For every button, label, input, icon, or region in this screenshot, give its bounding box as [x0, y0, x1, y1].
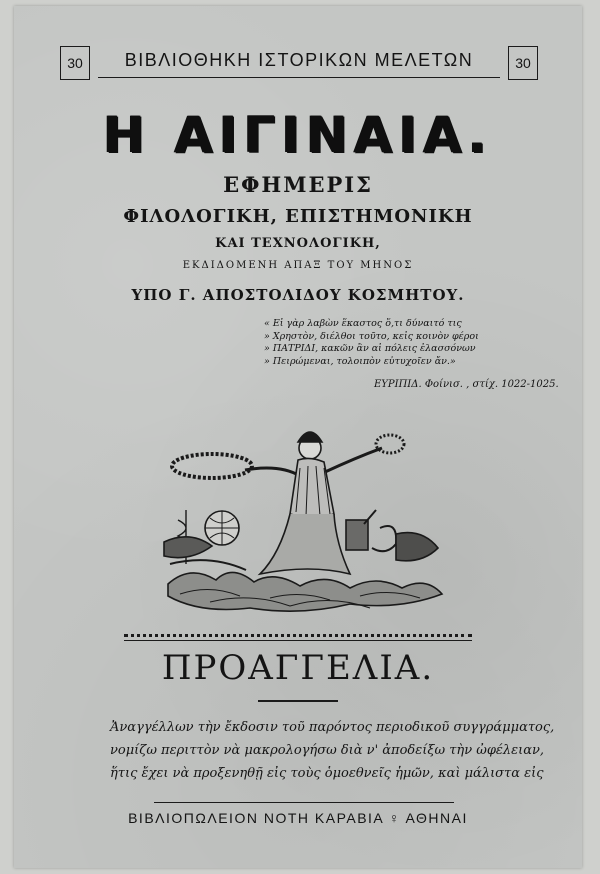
series-number-right: 30 — [508, 46, 538, 80]
epigraph-line: » ΠΑΤΡΙΔΙ, κακῶν ἂν αἱ πόλεις ἐλασσόνων — [264, 343, 476, 354]
description-line-1: ΦΙΛΟΛΟΓΙΚΗ, ΕΠΙΣΤΗΜΟΝΙΚΗ — [123, 206, 473, 227]
epigraph — [264, 318, 544, 368]
publisher-line: ΒΙΒΛΙΟΠΩΛΕΙΟΝ ΝΟΤΗ ΚΑΡΑΒΙΑ ♀ ΑΘΗΝΑΙ — [128, 810, 468, 826]
announcement-body — [110, 716, 555, 785]
series-header — [60, 46, 538, 84]
title-underline — [258, 700, 338, 702]
body-line: ἥτις ἔχει νὰ προξενηθῇ εἰς τοὺς ὁμοεθνεῖς ἡμῶν, καὶ μάλιστα εἰς — [110, 766, 544, 781]
book-cover — [14, 6, 582, 868]
epigraph-citation: ΕΥΡΙΠΙΔ. Φοίνισ. , στίχ. 1022-1025. — [374, 379, 559, 390]
series-underline — [98, 77, 500, 78]
ornamental-divider — [124, 634, 472, 637]
epigraph-line: « Εἰ γὰρ λαβὼν ἕκαστος ὅ,τι δύναιτό τις — [264, 318, 462, 329]
newspaper-title: Η ΑΙΓΙΝΑΙΑ. — [103, 106, 493, 164]
description-line-3: ΕΚΔΙΔΟΜΕΝΗ ΑΠΑΞ ΤΟΥ ΜΗΝΟΣ — [182, 260, 414, 271]
body-line: νομίζω περιττὸν νὰ μακρολογήσω διὰ ν' ἀποδείξω τὴν ὠφέλειαν, — [110, 743, 545, 758]
series-number-left: 30 — [60, 46, 90, 80]
description-line-2: ΚΑΙ ΤΕΧΝΟΛΟΓΙΚΗ, — [215, 236, 381, 251]
newspaper-subtitle: ΕΦΗΜΕΡΙΣ — [223, 172, 373, 197]
announcement-title: ΠΡΟΑΓΓΕΛΙΑ. — [161, 648, 435, 688]
series-title: ΒΙΒΛΙΟΘΗΚΗ ΙΣΤΟΡΙΚΩΝ ΜΕΛΕΤΩΝ — [124, 50, 474, 70]
epigraph-line: » Πειρώμεναι, τολοιπὸν εὐτυχοῖεν ἄν.» — [264, 355, 456, 367]
footer-divider — [154, 802, 454, 803]
editor-line: ΥΠΟ Γ. ΑΠΟΣΤΟΛΙΔΟΥ ΚΟΣΜΗΤΟΥ. — [131, 286, 465, 304]
allegorical-engraving — [150, 424, 450, 620]
epigraph-line: » Χρηστὸν, διέλθοι τοῦτο, κεἰς κοινὸν φέροι — [264, 330, 479, 342]
body-line: Ἀναγγέλλων τὴν ἔκδοσιν τοῦ παρόντος περιοδικοῦ συγγράμματος, — [110, 720, 555, 735]
